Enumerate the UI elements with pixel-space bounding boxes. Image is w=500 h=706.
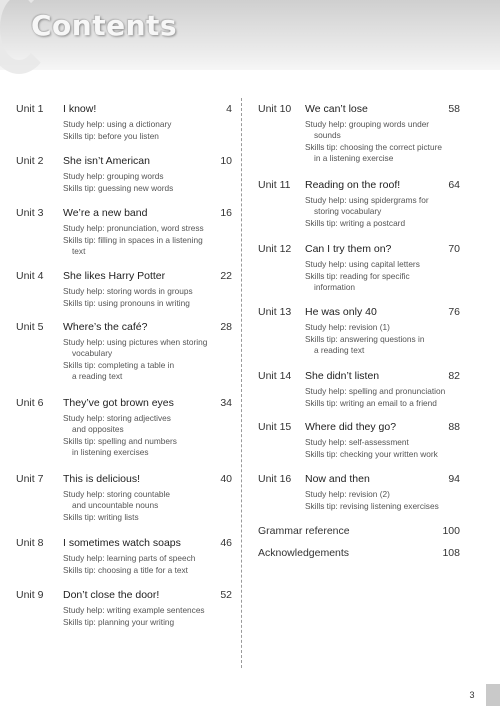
unit-label: Unit 8 [16, 537, 44, 549]
page-number: 28 [220, 321, 232, 333]
unit-entry [16, 397, 236, 458]
unit-title[interactable]: We can’t lose [305, 103, 368, 115]
page-number: 76 [448, 306, 460, 318]
unit-entry [16, 270, 236, 309]
page-number: 64 [448, 179, 460, 191]
page-number: 46 [220, 537, 232, 549]
column-divider [241, 98, 242, 668]
skills-tip-line: Skills tip: choosing a title for a text [63, 565, 188, 575]
study-help-line: Study help: learning parts of speech [63, 553, 196, 563]
page-number: 34 [220, 397, 232, 409]
unit-label: Unit 14 [258, 370, 292, 382]
unit-label: Unit 3 [16, 207, 44, 219]
study-help-line: Study help: using spidergrams for storing vocabulary [305, 195, 429, 216]
unit-title[interactable]: She isn’t American [63, 155, 150, 167]
unit-entry [258, 103, 478, 164]
unit-title[interactable]: They’ve got brown eyes [63, 397, 174, 409]
study-help-line: Study help: storing words in groups [63, 286, 193, 296]
unit-label: Unit 1 [16, 103, 44, 115]
page-number: 10 [220, 155, 232, 167]
unit-label: Unit 15 [258, 421, 292, 433]
page-number: 94 [448, 473, 460, 485]
unit-entry [16, 207, 236, 257]
unit-label: Unit 7 [16, 473, 44, 485]
acknowledgements-title[interactable]: Acknowledgements [258, 547, 350, 559]
grammar-reference-title[interactable]: Grammar reference [258, 525, 350, 537]
unit-title[interactable]: We’re a new band [63, 207, 148, 219]
skills-tip-line: Skills tip: guessing new words [63, 183, 174, 193]
study-help-line: Study help: pronunciation, word stress [63, 223, 204, 233]
unit-title[interactable]: He was only 40 [305, 306, 377, 318]
unit-label: Unit 5 [16, 321, 44, 333]
study-help-line: Study help: using a dictionary [63, 119, 172, 129]
unit-title[interactable]: Reading on the roof! [305, 179, 401, 191]
unit-label: Unit 13 [258, 306, 292, 318]
page-number: 52 [220, 589, 232, 601]
unit-label: Unit 11 [258, 179, 291, 191]
skills-tip-line: Skills tip: spelling and numbers in listening exercises [63, 436, 177, 457]
skills-tip-line: Skills tip: writing lists [63, 512, 139, 522]
header-banner [0, 0, 500, 70]
unit-title[interactable]: She didn’t listen [305, 370, 380, 382]
skills-tip-line: Skills tip: filling in spaces in a listening text [63, 235, 203, 256]
unit-title[interactable]: Can I try them on? [305, 243, 392, 255]
unit-entry [258, 421, 478, 460]
skills-tip-line: Skills tip: before you listen [63, 131, 159, 141]
unit-title[interactable]: Where did they go? [305, 421, 397, 433]
page-title: Contents [31, 9, 178, 42]
unit-entry [258, 243, 478, 293]
study-help-line: Study help: self-assessment [305, 437, 409, 447]
unit-label: Unit 6 [16, 397, 44, 409]
page-number: 58 [448, 103, 460, 115]
unit-entry [16, 103, 236, 142]
unit-label: Unit 2 [16, 155, 44, 167]
unit-label: Unit 4 [16, 270, 44, 282]
unit-entry [16, 537, 236, 576]
unit-title[interactable]: Don’t close the door! [63, 589, 160, 601]
page-number: 16 [220, 207, 232, 219]
unit-label: Unit 9 [16, 589, 44, 601]
study-help-line: Study help: grouping words [63, 171, 164, 181]
page-number-footer: 3 [458, 684, 486, 706]
page-number: 100 [442, 525, 460, 537]
unit-title[interactable]: I sometimes watch soaps [63, 537, 181, 549]
page-number: 40 [220, 473, 232, 485]
page-number: 4 [226, 103, 232, 115]
unit-entry [258, 370, 478, 409]
skills-tip-line: Skills tip: checking your written work [305, 449, 438, 459]
unit-label: Unit 10 [258, 103, 292, 115]
acknowledgements-entry[interactable] [258, 547, 464, 562]
study-help-line: Study help: storing adjectives and opposites [63, 413, 171, 434]
page-edge-strip [486, 684, 500, 706]
skills-tip-line: Skills tip: writing an email to a friend [305, 398, 437, 408]
unit-label: Unit 12 [258, 243, 292, 255]
page-number: 108 [442, 547, 460, 559]
study-help-line: Study help: storing countable and uncountable nouns [63, 489, 171, 510]
skills-tip-line: Skills tip: reading for specific information [305, 271, 410, 292]
study-help-line: Study help: writing example sentences [63, 605, 205, 615]
page-number: 22 [220, 270, 232, 282]
unit-title[interactable]: This is delicious! [63, 473, 141, 485]
unit-entry [258, 179, 478, 229]
page-number: 82 [448, 370, 460, 382]
unit-entry [258, 473, 478, 512]
skills-tip-line: Skills tip: completing a table in a reading text [63, 360, 175, 381]
study-help-line: Study help: revision (2) [305, 489, 390, 499]
unit-title[interactable]: Where’s the café? [63, 321, 148, 333]
unit-title[interactable]: She likes Harry Potter [63, 270, 166, 282]
unit-entry [258, 306, 478, 356]
unit-entry [16, 589, 236, 628]
study-help-line: Study help: revision (1) [305, 322, 390, 332]
unit-title[interactable]: I know! [63, 103, 97, 115]
skills-tip-line: Skills tip: writing a postcard [305, 218, 406, 228]
unit-entry [16, 155, 236, 194]
unit-entry [16, 473, 236, 523]
study-help-line: Study help: using capital letters [305, 259, 420, 269]
study-help-line: Study help: spelling and pronunciation [305, 386, 446, 396]
unit-label: Unit 16 [258, 473, 292, 485]
skills-tip-line: Skills tip: planning your writing [63, 617, 175, 627]
page-number: 70 [448, 243, 460, 255]
skills-tip-line: Skills tip: revising listening exercises [305, 501, 439, 511]
page-number: 88 [448, 421, 460, 433]
unit-title[interactable]: Now and then [305, 473, 370, 485]
grammar-reference-entry[interactable] [258, 525, 464, 540]
skills-tip-line: Skills tip: answering questions in a reading text [305, 334, 425, 355]
study-help-line: Study help: grouping words under sounds [305, 119, 430, 140]
unit-entry [16, 321, 236, 382]
skills-tip-line: Skills tip: using pronouns in writing [63, 298, 190, 308]
study-help-line: Study help: using pictures when storing vocabulary [63, 337, 208, 358]
skills-tip-line: Skills tip: choosing the correct picture in a listening exercise [305, 142, 442, 163]
